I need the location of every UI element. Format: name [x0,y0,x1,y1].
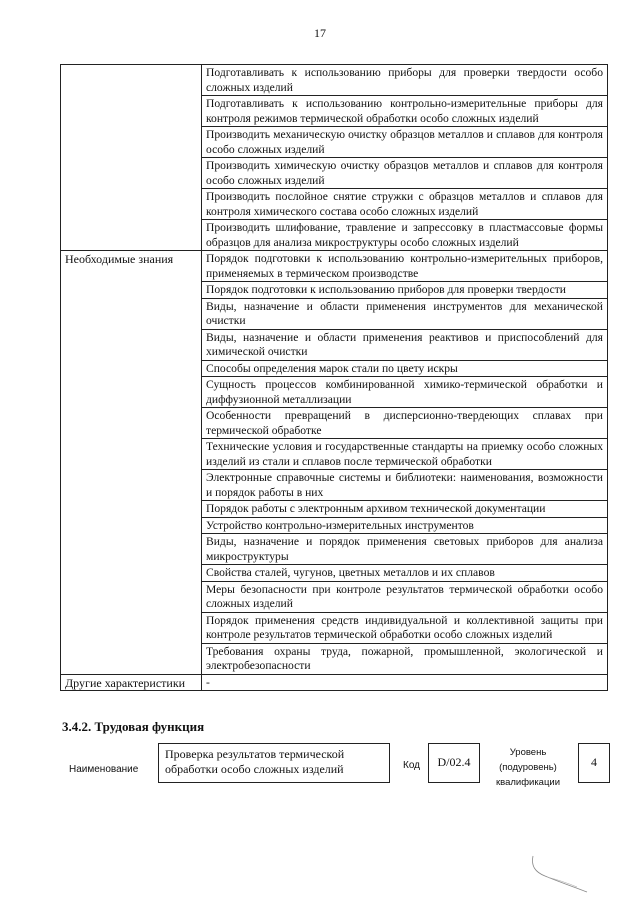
knowledge-cell: Особенности превращений в дисперсионно-твердеющих сплавах при термической обработке [202,408,608,439]
knowledge-cell: Порядок работы с электронным архивом технической документации [202,501,608,518]
knowledge-cell: Меры безопасности при контроле результатов термической обработки особо сложных изделий [202,581,608,612]
level-label-line-1: Уровень [509,747,547,758]
other-row [61,674,608,691]
other-label: Другие характеристики [61,674,202,691]
knowledge-cell: Порядок подготовки к использованию приборов для проверки твердости [202,282,608,299]
knowledge-row [61,251,608,282]
knowledge-cell: Способы определения марок стали по цвету искры [202,360,608,377]
requirements-table [60,64,608,691]
knowledge-cell: Свойства сталей, чугунов, цветных металлов и их сплавов [202,565,608,582]
knowledge-cell: Виды, назначение и области применения инструментов для механической очистки [202,298,608,329]
knowledge-cell: Электронные справочные системы и библиотеки: наименования, возможности и порядок работы в них [202,470,608,501]
function-name-box: Проверка результатов термической обработки особо сложных изделий [158,743,390,783]
skill-cell: Подготавливать к использованию приборы для проверки твердости особо сложных изделий [202,65,608,96]
other-value: - [202,674,608,691]
knowledge-cell: Сущность процессов комбинированной химико-термической обработки и диффузионной металлизации [202,377,608,408]
function-code-label: Код [403,760,421,771]
level-label-line-2: (подуровень) [499,762,557,773]
knowledge-cell: Виды, назначение и порядок применения световых приборов для анализа микроструктуры [202,534,608,565]
level-label-line-3: квалификации [495,777,561,788]
skill-cell: Подготавливать к использованию контрольно-измерительные приборы для контроля режимов термической обработки особо сложных изделий [202,96,608,127]
knowledge-cell: Технические условия и государственные стандарты на приемку особо сложных изделий из стали и сплавов после термической обработки [202,439,608,470]
knowledge-cell: Устройство контрольно-измерительных инструментов [202,517,608,534]
knowledge-cell: Требования охраны труда, пожарной, промышленной, экологической и электробезопасности [202,643,608,674]
knowledge-cell: Порядок применения средств индивидуальной и коллективной защиты при контроле результатов термической обработки особо сложных изделий [202,612,608,643]
qualification-level-box: 4 [578,743,610,783]
function-code-box: D/02.4 [428,743,480,783]
skill-row [61,65,608,96]
knowledge-label: Необходимые знания [61,251,202,675]
pen-mark-icon [525,850,595,895]
section-title: 3.4.2. Трудовая функция [62,719,205,734]
knowledge-cell: Виды, назначение и области применения реактивов и приспособлений для химической очистки [202,329,608,360]
skill-cell: Производить послойное снятие стружки с образцов металлов и сплавов для контроля химического состава особо сложных изделий [202,189,608,220]
function-name-label: Наименование [69,764,139,775]
skills-label-cell [61,65,202,251]
page-number: 17 [314,26,326,40]
skill-cell: Производить шлифование, травление и запрессовку в пластмассовые формы образцов для анализа микроструктуры особо сложных изделий [202,220,608,251]
qualification-level-label [492,745,564,790]
knowledge-cell: Порядок подготовки к использованию контрольно-измерительных приборов, применяемых в термическом производстве [202,251,608,282]
skill-cell: Производить химическую очистку образцов металлов и сплавов для контроля особо сложных изделий [202,158,608,189]
skill-cell: Производить механическую очистку образцов металлов и сплавов для контроля особо сложных изделий [202,127,608,158]
